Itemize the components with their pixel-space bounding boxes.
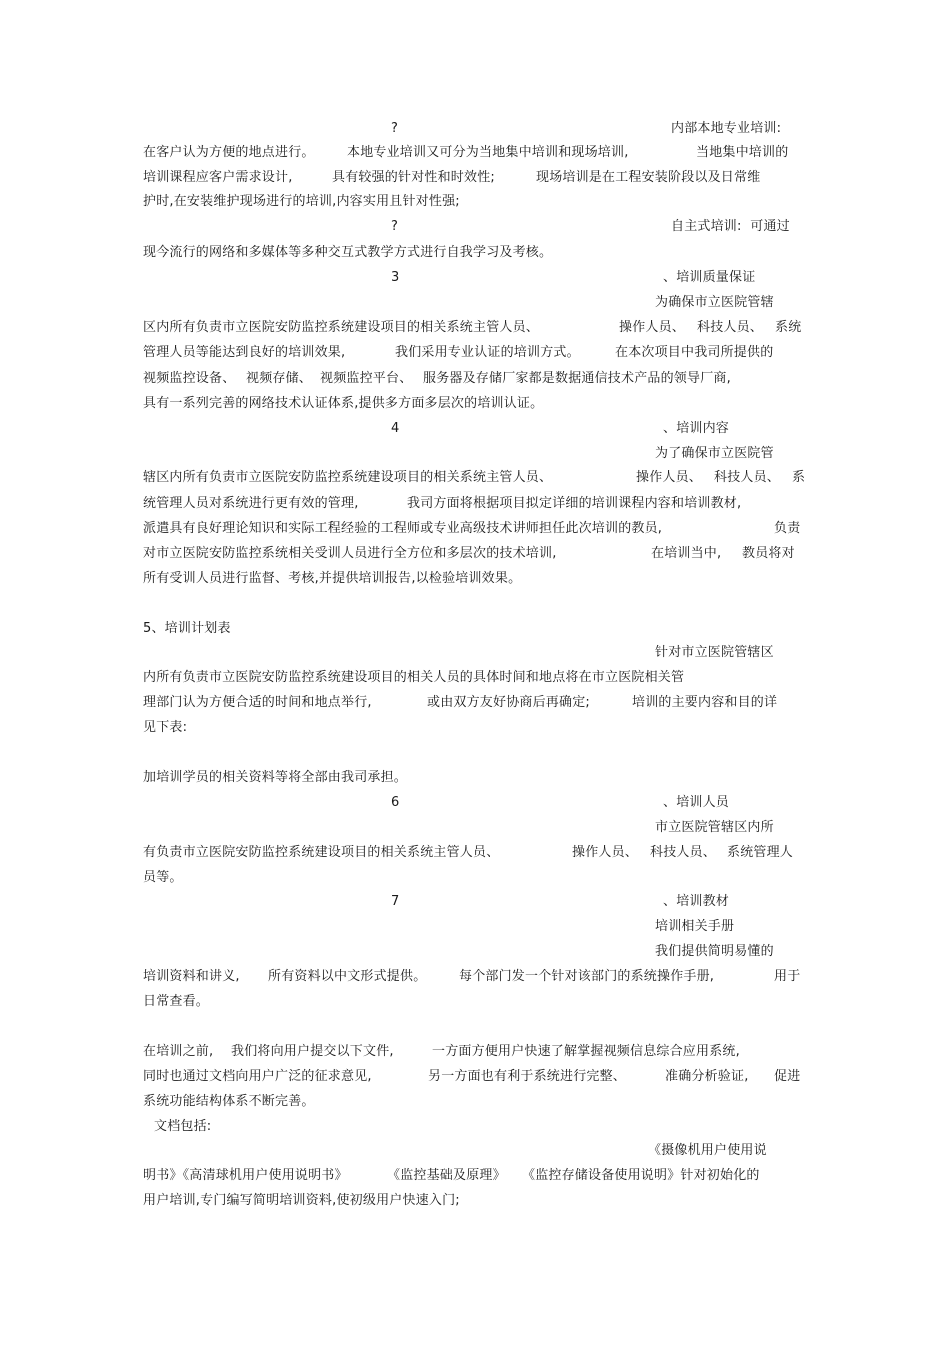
text-line: 负责 [774,521,801,536]
text-line: 辖区内所有负责市立医院安防监控系统建设项目的相关系统主管人员、 [143,470,553,485]
text-line: 操作人员、 [636,470,703,485]
text-line: 操作人员、 [619,320,686,335]
text-line: 培训的主要内容和目的详 [632,695,778,710]
section-number: 3 [391,270,400,285]
text-line: 对市立医院安防监控系统相关受训人员进行全方位和多层次的技术培训, [143,546,557,561]
section-heading: 、培训质量保证 [663,270,756,285]
text-line: 所有受训人员进行监督、考核,并提供培训报告,以检验培训效果。 [143,571,522,586]
section-number: 6 [391,795,400,810]
section-heading: 、培训人员 [663,795,730,810]
text-line: 当地集中培训的 [696,145,789,160]
text-line: 现场培训是在工程安装阶段以及日常维 [536,170,761,185]
text-line: 内部本地专业培训: [671,121,782,136]
text-line: 具有较强的针对性和时效性; [332,170,495,185]
text-line: 培训课程应客户需求设计, [143,170,293,185]
text-line: 在本次项目中我司所提供的 [615,345,774,360]
text-line: 《监控基础及原理》 [387,1168,506,1183]
bullet-mark: ? [391,121,399,136]
text-line: 准确分析验证, [665,1069,749,1084]
text-line: 操作人员、 [572,845,639,860]
text-line: 视频监控设备、 [143,371,236,386]
text-line: 理部门认为方便合适的时间和地点举行, [143,695,372,710]
text-line: 视频监控平台、 [320,371,413,386]
text-line: 加培训学员的相关资料等将全部由我司承担。 [143,770,408,785]
text-line: 或由双方友好协商后再确定; [427,695,590,710]
text-line: 视频存储、 [246,371,313,386]
text-line: 现今流行的网络和多媒体等多种交互式教学方式进行自我学习及考核。 [143,245,553,260]
text-line: 《监控存储设备使用说明》针对初始化的 [522,1168,760,1183]
text-line: 为了确保市立医院管 [655,446,774,461]
section-heading: 、培训教材 [663,894,730,909]
text-line: 用户培训,专门编写简明培训资料,使初级用户快速入门; [143,1193,460,1208]
text-line: 我司方面将根据项目拟定详细的培训课程内容和培训教材, [407,496,742,511]
text-line: 每个部门发一个针对该部门的系统操作手册, [459,969,715,984]
text-line: 护时,在安装维护现场进行的培训,内容实用且针对性强; [143,194,460,209]
text-line: 科技人员、 [697,320,764,335]
text-line: 管理人员等能达到良好的培训效果, [143,345,346,360]
text-line: 培训相关手册 [655,919,735,934]
text-line: 《摄像机用户使用说 [648,1143,767,1158]
text-line: 培训资料和讲义, [143,969,240,984]
text-line: 科技人员、 [714,470,781,485]
text-line: 系统管理人 [727,845,794,860]
text-line: 服务器及存储厂家都是数据通信技术产品的领导厂商, [423,371,731,386]
text-line: 明书》《高清球机用户使用说明书》 [143,1168,348,1183]
text-line: 用于 [774,969,801,984]
text-line: 在培训当中, [651,546,722,561]
text-line: 统管理人员对系统进行更有效的管理, [143,496,359,511]
text-line: 系统 [775,320,802,335]
text-line: 有负责市立医院安防监控系统建设项目的相关系统主管人员、 [143,845,500,860]
text-line: 为确保市立医院管辖 [655,295,774,310]
text-line: 我们将向用户提交以下文件, [231,1044,394,1059]
text-line: 系统功能结构体系不断完善。 [143,1094,315,1109]
text-line: 针对市立医院管辖区 [655,645,774,660]
text-line: 系 [792,470,806,485]
text-line: 自主式培训: 可通过 [671,219,790,234]
section-number: 7 [391,894,400,909]
text-line: 我们采用专业认证的培训方式。 [395,345,580,360]
section-heading: 、培训内容 [663,421,730,436]
text-line: 市立医院管辖区内所 [655,820,774,835]
text-line: 派遣具有良好理论知识和实际工程经验的工程师或专业高级技术讲师担任此次培训的教员, [143,521,663,536]
text-line: 在客户认为方便的地点进行。 [143,145,315,160]
text-line: 见下表: [143,720,188,735]
text-line: 另一方面也有利于系统进行完整、 [428,1069,627,1084]
text-line: 具有一系列完善的网络技术认证体系,提供多方面多层次的培训认证。 [143,396,544,411]
text-line: 区内所有负责市立医院安防监控系统建设项目的相关系统主管人员、 [143,320,540,335]
text-line: 所有资料以中文形式提供。 [268,969,427,984]
text-line: 文档包括: [154,1119,212,1134]
text-line: 同时也通过文档向用户广泛的征求意见, [143,1069,372,1084]
text-line: 日常查看。 [143,994,210,1009]
bullet-mark: ? [391,219,399,234]
text-line: 教员将对 [742,546,795,561]
section-number: 4 [391,421,400,436]
text-line: 我们提供简明易懂的 [655,944,774,959]
text-line: 促进 [774,1069,801,1084]
text-line: 科技人员、 [650,845,717,860]
text-line: 内所有负责市立医院安防监控系统建设项目的相关人员的具体时间和地点将在市立医院相关管 [143,670,685,685]
text-line: 一方面方便用户快速了解掌握视频信息综合应用系统, [432,1044,740,1059]
text-line: 本地专业培训又可分为当地集中培训和现场培训, [347,145,629,160]
text-line: 在培训之前, [143,1044,214,1059]
section-heading: 5、培训计划表 [143,621,231,636]
text-line: 员等。 [143,870,183,885]
